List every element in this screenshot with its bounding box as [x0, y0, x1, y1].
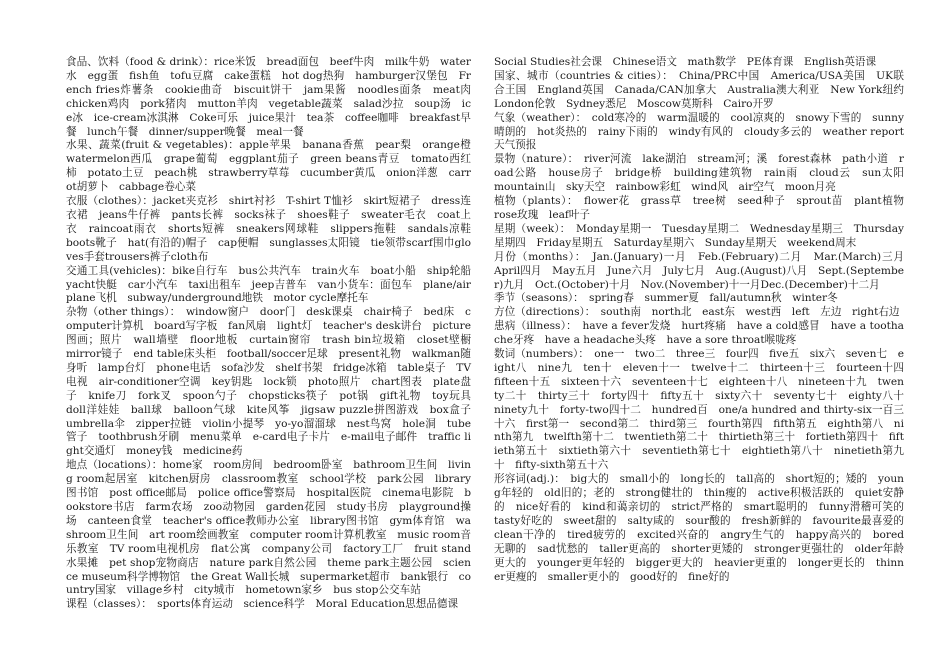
numbers-paragraph: 数词（numbers）： one一 two二 three三 four四 five五 six六 seven七 eight八 nine九 ten十 eleven十一 twelve十二 thirteen十三 fourteen十四 fifteen十五 sixteen十六 seventeen十七 eighteen十八 nineteen十九 twenty二十 thirty三十 forty四十 fifty五十 sixty六十 seventy七十 eighty八十 ninety九十 forty-two四十二 hundred百 one/a hundred and thirty-six一百三十六 first第一 second第二 third第三 fourth第四 fifth第五 eighth第八 ninth第九 twelfth第十二 twentieth第二十 thirtieth第三十 fortieth第四十 fiftieth第五十 sixtieth第六十 seventieth第七十 eightieth第八十 ninetieth第九十 fifty-sixth第五十六: [494, 348, 915, 472]
week-paragraph: 星期（week）： Monday星期一 Tuesday星期二 Wednesday星期三 Thursday星期四 Friday星期五 Saturday星期六 Sunday星期天 weekend周末: [494, 222, 904, 249]
illness-paragraph: 患病（illness）： have a fever发烧 hurt疼痛 have a cold感冒 have a toothache牙疼 have a headache头疼 have a sore throat喉咙疼: [494, 320, 904, 347]
vehicles-paragraph: 交通工具(vehicles)：bike自行车 bus公共汽车 train火车 boat小船 ship轮船 yacht快艇 car小汽车 taxi出租车 jeep吉普车 van小货车：面包车 plane/airplane飞机 subway/underground地铁 motor cycle摩托车: [66, 264, 482, 305]
left-column: [66, 56, 482, 656]
clothes-paragraph: 衣服（clothes）：jacket夹克衫 shirt衬衫 T-shirt T恤衫 skirt短裙子 dress连衣裙 jeans牛仔裤 pants长裤 socks袜子 shoes鞋子 sweater毛衣 coat上衣 raincoat雨衣 shorts短裤 sneakers网球鞋 slippers拖鞋 sandals凉鞋 boots靴子 hat(有沿的)帽子 cap便帽 sunglasses太阳镜 tie领带scarf围巾gloves手套trousers裤子cloth布: [66, 195, 482, 263]
food-drink-paragraph: 食品、饮料（food & drink）：rice米饭 bread面包 beef牛肉 milk牛奶 water水 egg蛋 fish鱼 tofu豆腐 cake蛋糕 hot dog热狗 hamburger汉堡包 French fries炸薯条 cookie曲奇 biscuit饼干 jam果酱 noodles面条 meat肉 chicken鸡肉 pork猪肉 mutton羊肉 vegetable蔬菜 salad沙拉 soup汤 ice冰 ice-cream冰淇淋 Coke可乐 juice果汁 tea茶 coffee咖啡 breakfast早餐 lunch午餐 dinner/supper晚餐 meal一餐: [66, 56, 482, 138]
fruit-vegetables-paragraph: 水果、蔬菜(fruit & vegetables)：apple苹果 banana香蕉 pear梨 orange橙 watermelon西瓜 grape葡萄 eggplant茄子 green beans青豆 tomato西红柿 potato土豆 peach桃 strawberry草莓 cucumber黄瓜 onion洋葱 carrot胡萝卜 cabbage卷心菜: [66, 139, 482, 194]
adjectives-paragraph: 形容词(adj.)： big大的 small小的 long长的 tall高的 short短的；矮的 young年轻的 old旧的；老的 strong健壮的 thin瘦的 active积极活跃的 quiet安静的 nice好看的 kind和蔼亲切的 strict严格的 smart聪明的 funny滑稽可笑的 tasty好吃的 sweet甜的 salty咸的 sour酸的 fresh新鲜的 favourite最喜爱的 clean干净的 tired疲劳的 excited兴奋的 angry生气的 happy高兴的 bored无聊的 sad忧愁的 taller更高的 shorter更矮的 stronger更强壮的 older年龄更大的 younger更年轻的 bigger更大的 heavier更重的 longer更长的 thinner更瘦的 smaller更小的 good好的 fine好的: [494, 473, 915, 583]
locations-paragraph: 地点（locations）：home家 room房间 bedroom卧室 bathroom卫生间 living room起居室 kitchen厨房 classroom教室 school学校 park公园 library图书馆 post office邮局 police office警察局 hospital医院 cinema电影院 bookstore书店 farm农场 zoo动物园 garden花园 study书房 playground操场 canteen食堂 teacher's office教师办公室 library图书馆 gym体育馆 washroom卫生间 art room绘画教室 computer room计算机教室 music room音乐教室 TV room电视机房 flat公寓 company公司 factory工厂 fruit stand水果摊 pet shop宠物商店 nature park自然公园 theme park主题公园 science museum科学博物馆 the Great Wall长城 supermarket超市 bank银行 country国家 village乡村 city城市 hometown家乡 bus stop公交车站: [66, 459, 471, 597]
classes-paragraph: 课程（classes）： sports体育运动 science科学 Moral Education思想品德课: [66, 598, 459, 611]
countries-cities-paragraph: 国家、城市（countries & cities）： China/PRC中国 America/USA美国 UK联合王国 England英国 Canada/CAN加拿大 Australia澳大利亚 New York纽约 London伦敦 Sydney悉尼 Moscow莫斯科 Cairo开罗: [494, 69, 915, 110]
right-column: [494, 56, 915, 656]
weather-paragraph: 气象（weather）： cold寒冷的 warm温暖的 cool凉爽的 snowy下雪的 sunny晴朗的 hot炎热的 rainy下雨的 windy有风的 cloudy多云的 weather report天气预报: [494, 111, 904, 152]
classes-continued-paragraph: Social Studies社会课 Chinese语文 math数学 PE体育课 English英语课: [494, 56, 877, 68]
other-things-paragraph: 杂物（other things）： window窗户 door门 desk课桌 chair椅子 bed床 computer计算机 board写字板 fan风扇 light灯 teacher's desk讲台 picture图画；照片 wall墙壁 floor地板 curtain窗帘 trash bin垃圾箱 closet壁橱 mirror镜子 end table床头柜 football/soccer足球 present礼物 walkman随身听 lamp台灯 phone电话 sofa沙发 shelf书架 fridge冰箱 table桌子 TV电视 air-conditioner空调 key钥匙 lock锁 photo照片 chart图表 plate盘子 knife刀 fork叉 spoon勺子 chopsticks筷子 pot锅 gift礼物 toy玩具 doll洋娃娃 ball球 balloon气球 kite风筝 jigsaw puzzle拼图游戏 box盒子 umbrella伞 zipper拉链 violin小提琴 yo-yo溜溜球 nest鸟窝 hole洞 tube管子 toothbrush牙刷 menu菜单 e-card电子卡片 e-mail电子邮件 traffic light交通灯 money钱 medicine药: [66, 306, 482, 458]
plants-paragraph: 植物（plants）： flower花 grass草 tree树 seed种子 sprout苗 plant植物 rose玫瑰 leaf叶子: [494, 195, 915, 221]
nature-paragraph: 景物（nature）： river河流 lake湖泊 stream河；溪 forest森林 path小道 road公路 house房子 bridge桥 building建筑物 rain雨 cloud云 sun太阳 mountain山 sky天空 rainbow彩虹 wind风 air空气 moon月亮: [494, 153, 915, 194]
months-paragraph: 月份（months）： Jan.(January)一月 Feb.(February)二月 Mar.(March)三月 April四月 May五月 June六月 July七月 Aug.(August)八月 Sept.(September)九月 Oct.(October)十月 Nov.(November)十一月Dec.(December)十二月: [494, 250, 915, 291]
seasons-paragraph: 季节（seasons）： spring春 summer夏 fall/autumn秋 winter冬: [494, 292, 838, 305]
directions-paragraph: 方位（directions）： south南 north北 east东 west西 left 左边 right右边: [494, 306, 900, 319]
